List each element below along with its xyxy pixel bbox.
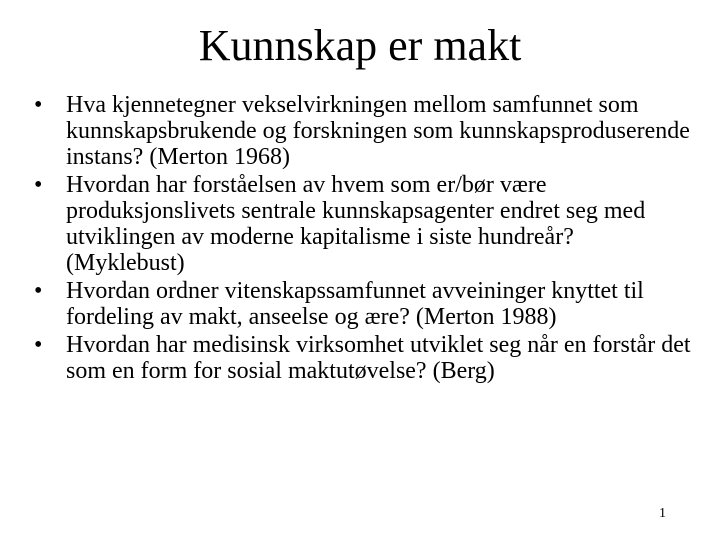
- bullet-symbol: •: [34, 278, 43, 304]
- bullet-text: Hva kjennetegner vekselvirkningen mellom samfunnet som kunnskapsbrukende og forskningen som kunnskapsproduserende instans? (Merton 1968): [66, 92, 690, 170]
- bullet-symbol: •: [34, 332, 43, 358]
- page-number: 1: [659, 506, 666, 521]
- bullet-symbol: •: [34, 172, 43, 198]
- bullet-symbol: •: [34, 92, 43, 118]
- bullet-text: Hvordan har medisinsk virksomhet utviklet seg når en forstår det som en form for sosial maktutøvelse? (Berg): [66, 332, 691, 384]
- bullet-item: [34, 92, 694, 170]
- bullet-list: [34, 92, 694, 386]
- bullet-item: [34, 278, 694, 330]
- bullet-item: [34, 332, 694, 384]
- bullet-text: Hvordan ordner vitenskapssamfunnet avveininger knyttet til fordeling av makt, anseelse og ære? (Merton 1988): [66, 278, 644, 330]
- bullet-item: [34, 172, 694, 276]
- bullet-text: Hvordan har forståelsen av hvem som er/bør være produksjonslivets sentrale kunnskapsagenter endret seg med utviklingen av moderne kapitalisme i siste hundreår? (Myklebust): [66, 172, 646, 276]
- slide-title: Kunnskap er makt: [198, 21, 522, 70]
